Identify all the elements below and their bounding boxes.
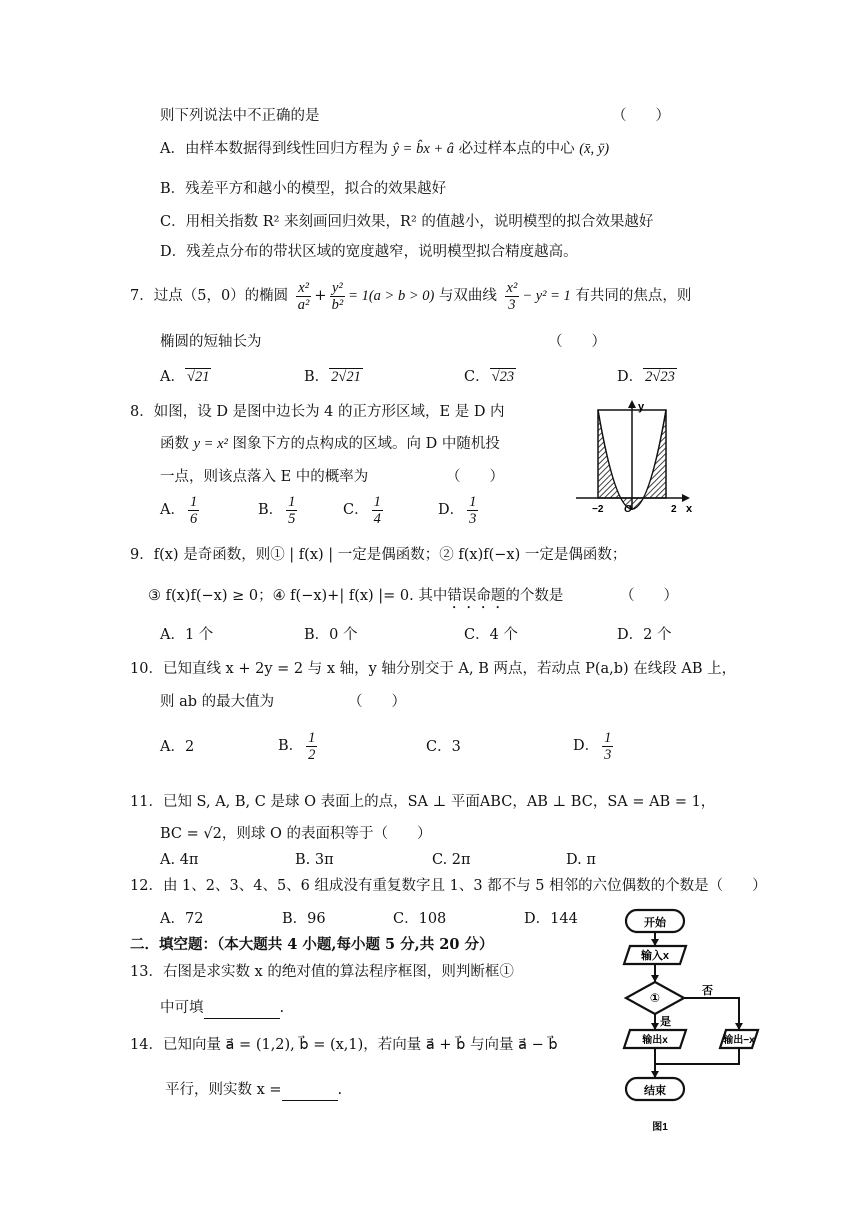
q7-line2: 椭圆的短轴长为 (160, 334, 262, 350)
q6-option-d: D．残差点分布的带状区域的宽度越窄，说明模型拟合精度越高。 (160, 244, 578, 260)
q6-answer-paren: （ ） (612, 108, 670, 124)
q8-option-d: D． $\frac{1}{3}$ (438, 493, 477, 527)
end-label: 结束 (644, 1085, 666, 1097)
q9-line1: 9．f(x) 是奇函数，则① | f(x) | 一定是偶函数；② f(x)f(−x) 一定是偶函数； (130, 547, 627, 563)
q8-answer-paren: （ ） (446, 469, 504, 485)
q9-option-d: D．2 个 (617, 627, 672, 643)
q10-line1: 10．已知直线 x + 2y = 2 与 x 轴，y 轴分别交于 A, B 两点，若动点 P(a,b) 在线段 AB 上， (130, 661, 737, 677)
q12-option-a: A．72 (160, 911, 204, 927)
origin-label: O (624, 504, 632, 515)
q6-option-c: C．用相关指数 R² 来刻画回归效果，R² 的值越小，说明模型的拟合效果越好 (160, 214, 654, 230)
q6-stem: 则下列说法中不正确的是 (160, 108, 320, 124)
q8-line1: 8．如图，设 D 是图中边长为 4 的正方形区域，E 是 D 内 (130, 404, 505, 420)
q12-option-c: C．108 (393, 911, 447, 927)
q14-line2: 平行，则实数 x = . (165, 1080, 342, 1101)
q10-option-b: B． $\frac{1}{2}$ (278, 729, 316, 763)
q7-option-c: C． √23 (464, 369, 515, 385)
q10-option-d: D． $\frac{1}{3}$ (573, 729, 612, 763)
q11-option-c: C. 2π (432, 852, 471, 868)
q14-blank[interactable] (282, 1080, 338, 1101)
q13-blank[interactable] (204, 998, 280, 1019)
q12-option-d: D．144 (524, 911, 578, 927)
q12-line1: 12．由 1、2、3、4、5、6 组成没有重复数字且 1、3 都不与 5 相邻的六位偶数的个数是（ ） (130, 878, 767, 894)
q11-option-a: A. 4π (160, 852, 199, 868)
q11-option-d: D. π (566, 852, 596, 868)
ellipse-x-term: $\frac{\text{x²}}{\text{a²}}$ (297, 279, 310, 313)
q13-line1: 13．右图是求实数 x 的绝对值的算法程序框图，则判断框① (130, 964, 514, 980)
q11-line1: 11．已知 S, A, B, C 是球 O 表面上的点，SA ⊥ 平面ABC，AB ⊥ BC，SA = AB = 1， (130, 794, 716, 810)
q7-option-d: D． 2√23 (617, 369, 675, 385)
q7-option-b: B． 2√21 (304, 369, 361, 385)
q8-parabola-figure (568, 398, 698, 518)
q10-answer-paren: （ ） (348, 694, 406, 710)
ellipse-y-term: $\frac{\text{y²}}{\text{b²}}$ (331, 279, 344, 313)
q8-line2: 函数 y = x² 图象下方的点构成的区域。向 D 中随机投 (160, 436, 500, 452)
x-label: x (686, 503, 693, 515)
q7-answer-paren: （ ） (548, 334, 606, 350)
y-label: y (638, 401, 645, 413)
q9-option-c: C．4 个 (464, 627, 518, 643)
regression-formula: ŷ = b̂x + â (392, 141, 455, 157)
q9-option-a: A．1 个 (160, 627, 214, 643)
sample-center: (x̄, ȳ) (579, 141, 610, 157)
hyperbola-x-term: $\frac{\text{x²}}{3}$ (506, 279, 518, 313)
q13-line2: 中可填 . (160, 998, 284, 1019)
no-label: 否 (702, 985, 713, 997)
q10-option-c: C．3 (426, 739, 461, 755)
decision-label: ① (649, 991, 661, 1005)
section-heading: 二．填空题：（本大题共 4 小题,每小题 5 分,共 20 分） (130, 936, 494, 953)
q10-line2: 则 ab 的最大值为 (160, 694, 275, 710)
flowchart-figure (602, 906, 782, 1136)
neg2-label: −2 (592, 504, 604, 515)
q8-option-a: A． $\frac{1}{6}$ (160, 493, 198, 527)
output-x-label: 输出x (642, 1035, 668, 1046)
q11-line2: BC = √2，则球 O 的表面积等于（ ） (160, 826, 432, 842)
q8-line3: 一点，则该点落入 E 中的概率为 (160, 469, 369, 485)
q7-option-a: A． √21 (160, 369, 210, 385)
q14-line1: 14．已知向量 a⃗ = (1,2), b⃗ = (x,1)，若向量 a⃗ + b⃗ 与向量 a⃗ − b⃗ (130, 1037, 558, 1053)
input-label: 输入x (640, 950, 670, 962)
q9-line2: ③ f(x)f(−x) ≥ 0；④ f(−x)+| f(x) |= 0. 其中错误命题的个数是 (148, 588, 564, 604)
figure-caption: 图1 (652, 1122, 668, 1133)
q9-option-b: B．0 个 (304, 627, 358, 643)
q6-option-b: B．残差平方和越小的模型，拟合的效果越好 (160, 181, 447, 197)
q6-option-a: A．由样本数据得到线性回归方程为 ŷ = b̂x + â 必过样本点的中心 (x̄, ȳ) (160, 141, 610, 157)
q9-answer-paren: （ ） (620, 588, 678, 604)
q11-option-b: B. 3π (295, 852, 334, 868)
q12-option-b: B．96 (282, 911, 326, 927)
q8-option-c: C． $\frac{1}{4}$ (343, 493, 381, 527)
two-label: 2 (671, 504, 677, 515)
q10-option-a: A．2 (160, 739, 195, 755)
yes-label: 是 (660, 1016, 671, 1028)
q8-option-b: B． $\frac{1}{5}$ (258, 493, 296, 527)
output-negx-label: 输出−x (723, 1035, 755, 1046)
start-label: 开始 (644, 917, 666, 929)
q7-stem: 7．过点（5，0）的椭圆 $\frac{\text{x²}}{\text{a²}}$ + $\frac{\text{y²}}{\text{b²}}$ = 1(a > b > 0) 与双曲线 $\frac{\text{x²}}{3}$ − y² = 1 有共同的焦点，则 (130, 279, 692, 313)
